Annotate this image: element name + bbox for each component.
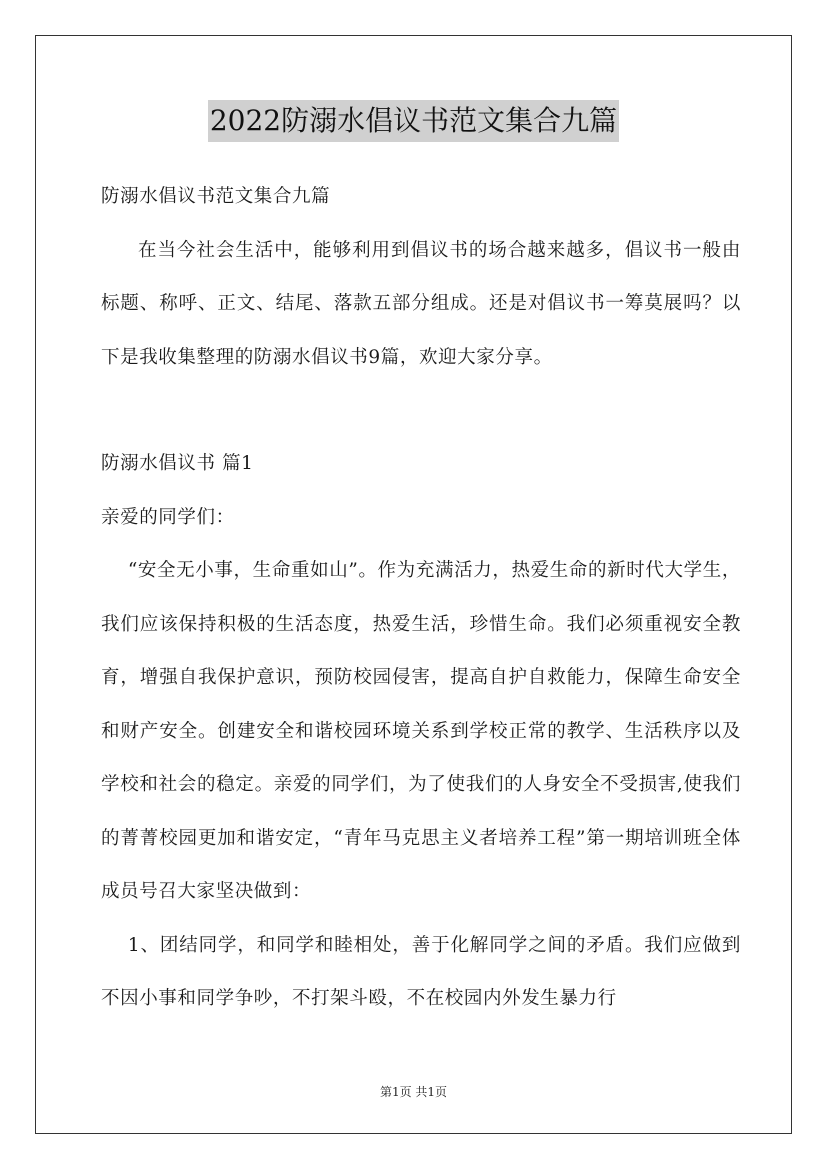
- intro-paragraph: 在当今社会生活中，能够利用到倡议书的场合越来越多，倡议书一般由标题、称呼、正文、结尾、落款五部分组成。还是对倡议书一筹莫展吗？以下是我收集整理的防溺水倡议书9篇，欢迎大家分享。: [101, 239, 741, 368]
- list-item-1: 1、团结同学，和同学和睦相处，善于化解同学之间的矛盾。我们应做到不因小事和同学争吵，不打架斗殴，不在校园内外发生暴力行: [101, 934, 741, 1009]
- document-body: [101, 170, 741, 1026]
- section-heading: 防溺水倡议书 篇1: [101, 453, 254, 474]
- page-footer: 第1页 共1页: [379, 1085, 448, 1099]
- title-container: [0, 100, 827, 142]
- paragraph-gap: [101, 384, 741, 437]
- document-subtitle: 防溺水倡议书范文集合九篇: [101, 186, 331, 207]
- document-title: 2022防溺水倡议书范文集合九篇: [208, 100, 619, 142]
- body-paragraph: “安全无小事，生命重如山”。作为充满活力，热爱生命的新时代大学生，我们应该保持积极的生活态度，热爱生活，珍惜生命。我们必须重视安全教育，增强自我保护意识，预防校园侵害，提高自护自救能力，保障生命安全和财产安全。创建安全和谐校园环境关系到学校正常的教学、生活秩序以及学校和社会的稳定。亲爱的同学们，为了使我们的人身安全不受损害,使我们的菁菁校园更加和谐安定，“青年马克思主义者培养工程”第一期培训班全体成员号召大家坚决做到：: [101, 560, 741, 902]
- salutation: 亲爱的同学们：: [101, 506, 235, 528]
